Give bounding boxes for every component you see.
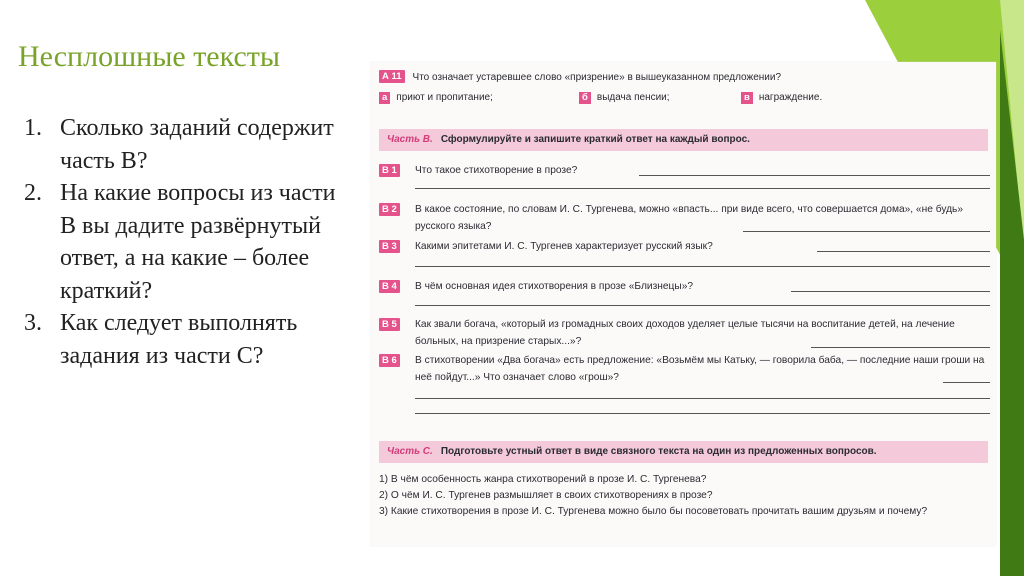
option-a: а приют и пропитание; <box>379 92 493 104</box>
b1-question: В 1 Что такое стихотворение в прозе? <box>379 162 990 179</box>
answer-line <box>791 291 990 292</box>
b3-question: В 3 Какими эпитетами И. С. Тургенев характеризует русский язык? <box>379 238 990 255</box>
c-question: 3) Какие стихотворения в прозе И. С. Тургенева можно было бы посоветовать прочитать вашим друзьям и почему? <box>379 506 928 517</box>
b2-question: В 2 В какое состояние, по словам И. С. Тургенева, можно «впасть... при виде всего, что совершается дома», «не будь» русского языка? <box>379 201 990 235</box>
option-b: б выдача пенсии; <box>579 92 670 104</box>
answer-line <box>415 413 990 414</box>
b4-question: В 4 В чём основная идея стихотворения в прозе «Близнецы»? <box>379 278 990 295</box>
answer-line <box>817 251 990 252</box>
answer-line <box>415 305 990 306</box>
answer-line <box>743 231 990 232</box>
slide-title: Несплошные тексты <box>18 40 281 73</box>
question-item: 1. Сколько заданий содержит часть В? <box>24 115 334 174</box>
question-item: 3. Как следует выполнять задания из части С? <box>24 310 298 369</box>
part-c-header: Часть С. Подготовьте устный ответ в виде связного текста на один из предложенных вопросов. <box>379 441 988 463</box>
task-badge: А 11 <box>379 70 405 83</box>
c-question: 2) О чём И. С. Тургенев размышляет в своих стихотворениях в прозе? <box>379 490 713 501</box>
textbook-page-scan <box>371 62 996 546</box>
option-c: в награждение. <box>741 92 822 104</box>
b5-question: В 5 Как звали богача, «который из громадных своих доходов уделяет целые тысячи на воспитание детей, на лечение больных, на призрение старых...»? <box>379 316 990 350</box>
answer-line <box>639 175 990 176</box>
b6-question: В 6 В стихотворении «Два богача» есть предложение: «Возьмём мы Катьку, — говорила баба, — последние наши гроши на неё пойдут...» Что означает слово «грош»? <box>379 352 990 386</box>
c-question: 1) В чём особенность жанра стихотворений в прозе И. С. Тургенева? <box>379 474 707 485</box>
answer-line <box>415 398 990 399</box>
question-item: 2. На какие вопросы из части В вы дадите развёрнутый ответ, а на какие – более краткий? <box>24 180 336 304</box>
answer-line <box>415 266 990 267</box>
question-list <box>24 112 344 372</box>
a11-question: А 11 Что означает устаревшее слово «призрение» в вышеуказанном предложении? <box>379 70 988 83</box>
part-b-header: Часть В. Сформулируйте и запишите краткий ответ на каждый вопрос. <box>379 129 988 151</box>
answer-line <box>943 382 990 383</box>
answer-line <box>811 347 990 348</box>
answer-line <box>415 188 990 189</box>
